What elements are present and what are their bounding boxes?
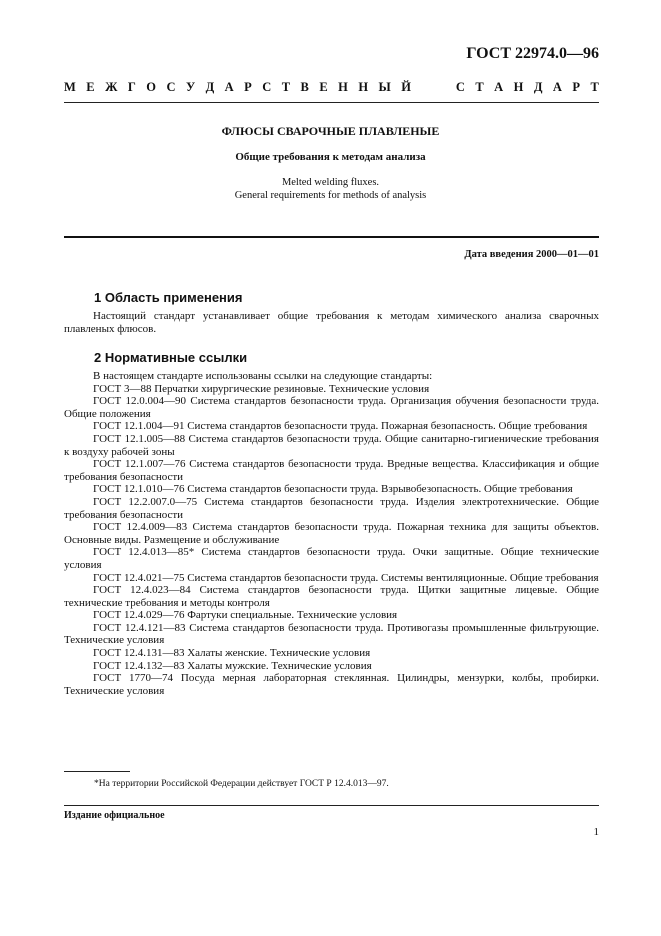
- reference-item: ГОСТ 12.1.005—88 Система стандартов безопасности труда. Общие санитарно-гигиенические требования к воздуху рабочей зоны: [64, 432, 599, 458]
- heading-letter: Ы: [378, 80, 391, 94]
- english-title: [0, 176, 661, 202]
- heading-letter: О: [146, 80, 157, 94]
- heading-word-gap: [421, 80, 445, 95]
- heading-letter: Н: [358, 80, 369, 94]
- section-2-text: [64, 370, 599, 697]
- reference-item: ГОСТ 1770—74 Посуда мерная лабораторная стеклянная. Цилиндры, мензурки, колбы, пробирки. Технические условия: [64, 672, 599, 697]
- reference-item: ГОСТ 12.2.007.0—75 Система стандартов безопасности труда. Изделия электротехнические. Общие требования безопасности: [64, 495, 599, 521]
- section-1-text: [64, 310, 599, 335]
- references-list: [64, 383, 599, 698]
- reference-item: ГОСТ 12.4.121—83 Система стандартов безопасности труда. Противогазы промышленные фильтрующие. Технические условия: [64, 621, 599, 647]
- heading-letter: Т: [590, 80, 599, 94]
- reference-item: ГОСТ 12.4.013—85* Система стандартов безопасности труда. Очки защитные. Общие технические условия: [64, 546, 599, 571]
- footer-divider: [64, 805, 599, 806]
- heading-letter: Р: [244, 80, 252, 94]
- heading-letter: Е: [319, 80, 328, 94]
- footnote-divider: [64, 771, 130, 772]
- introduction-date: Дата введения 2000—01—01: [464, 249, 599, 260]
- heading-letter: А: [552, 80, 562, 94]
- heading-letter: Ж: [105, 80, 118, 94]
- heading-letter: Й: [401, 80, 411, 94]
- heading-letter: Е: [86, 80, 95, 94]
- interstate-standard-heading: [64, 80, 599, 95]
- footnote: *На территории Российской Федерации действует ГОСТ Р 12.4.013—97.: [94, 779, 389, 789]
- english-title-line-1: Melted welding fluxes.: [281, 177, 380, 188]
- title-divider: [64, 236, 599, 238]
- reference-item: ГОСТ 12.4.021—75 Система стандартов безопасности труда. Системы вентиляционные. Общие требования: [93, 571, 599, 584]
- section-2-heading: 2 Нормативные ссылки: [94, 350, 248, 365]
- heading-letter: С: [166, 80, 176, 94]
- reference-item: ГОСТ 12.0.004—90 Система стандартов безопасности труда. Организация обучения безопасности труда. Общие положения: [64, 395, 599, 420]
- reference-item: ГОСТ 12.1.010—76 Система стандартов безопасности труда. Взрывобезопасность. Общие требования: [93, 483, 573, 496]
- heading-letter: Д: [533, 80, 543, 94]
- reference-item: ГОСТ 12.4.009—83 Система стандартов безопасности труда. Пожарная техника для защиты объектов. Основные виды. Размещение и обслуживание: [64, 521, 599, 546]
- heading-letter: С: [455, 80, 465, 94]
- document-number: ГОСТ 22974.0—96: [466, 45, 599, 62]
- reference-item: ГОСТ 12.1.007—76 Система стандартов безопасности труда. Вредные вещества. Классификация и общие требования безопасности: [64, 458, 599, 483]
- heading-letter: Т: [475, 80, 484, 94]
- heading-letter: Г: [127, 80, 136, 94]
- heading-letter: С: [262, 80, 272, 94]
- reference-item: ГОСТ 12.4.131—83 Халаты женские. Технические условия: [93, 647, 371, 660]
- official-edition-label: Издание официальное: [64, 810, 165, 821]
- heading-letter: Р: [572, 80, 581, 94]
- heading-letter: Н: [338, 80, 348, 94]
- reference-item: ГОСТ 12.4.029—76 Фартуки специальные. Технические условия: [93, 609, 398, 622]
- heading-letter: Т: [281, 80, 291, 94]
- heading-letter: А: [224, 80, 234, 94]
- page-number: 1: [593, 826, 599, 838]
- document-title: ФЛЮСЫ СВАРОЧНЫЕ ПЛАВЛЕНЫЕ: [221, 124, 440, 138]
- heading-letter: А: [494, 80, 504, 94]
- heading-letter: В: [300, 80, 309, 94]
- reference-item: ГОСТ 12.4.023—84 Система стандартов безопасности труда. Щитки защитные лицевые. Общие технические требования и методы контроля: [64, 584, 599, 609]
- reference-item: ГОСТ 12.4.132—83 Халаты мужские. Технические условия: [93, 659, 372, 672]
- document-subtitle: Общие требования к методам анализа: [235, 151, 426, 163]
- section-2-intro: В настоящем стандарте использованы ссылки на следующие стандарты:: [93, 370, 433, 382]
- heading-letter: М: [64, 80, 76, 94]
- heading-letter: Н: [513, 80, 524, 94]
- section-1-paragraph: Настоящий стандарт устанавливает общие требования к методам химического анализа сварочных плавленых флюсов.: [64, 310, 599, 335]
- reference-item: ГОСТ 12.1.004—91 Система стандартов безопасности труда. Пожарная безопасность. Общие требования: [93, 420, 588, 433]
- reference-item: ГОСТ 3—88 Перчатки хирургические резиновые. Технические условия: [93, 382, 430, 395]
- heading-letter: Д: [205, 80, 215, 94]
- english-title-line-2: General requirements for methods of analysis: [234, 190, 427, 201]
- heading-letter: У: [185, 80, 196, 94]
- section-1-heading: 1 Область применения: [94, 290, 243, 305]
- header-divider: [64, 102, 599, 103]
